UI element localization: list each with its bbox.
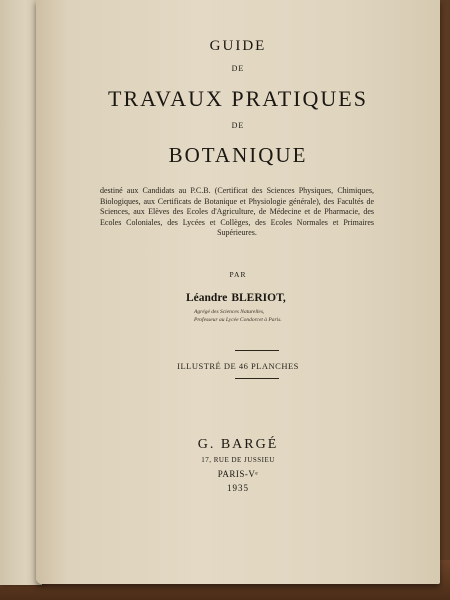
divider — [235, 350, 279, 351]
by-label: PAR — [229, 270, 247, 279]
author-first-name: Léandre — [186, 292, 228, 304]
guide-heading: GUIDE — [209, 38, 267, 54]
de-connector: DE — [231, 64, 245, 73]
author-last-name: BLERIOT, — [231, 292, 286, 304]
author-name — [186, 292, 286, 304]
subject-title: BOTANIQUE — [168, 143, 308, 167]
illustrations-note: ILLUSTRÉ DE 46 PLANCHES — [177, 361, 299, 371]
publisher-street: 17, RUE DE JUSSIEU — [201, 456, 275, 464]
author-credential: Agrégé des Sciences Naturelles, — [194, 309, 265, 315]
title-page — [36, 0, 440, 584]
publisher-name: G. BARGÉ — [197, 437, 279, 452]
publisher-city: PARIS-Vᵉ — [217, 469, 259, 479]
divider — [235, 378, 279, 379]
author-position: Professeur au Lycée Condorcet à Paris. — [194, 317, 282, 323]
de-connector-2: DE — [231, 121, 245, 130]
main-title: TRAVAUX PRATIQUES — [108, 86, 368, 111]
audience-description: destiné aux Candidats au P.C.B. (Certificat des Sciences Physiques, Chimiques, Biologiques, aux Certificats de Botanique et Physiologie générale), des Facultés de Sciences, aux Elèves des Ecoles d'Agriculture, de Médecine et de Pharmacie, des Ecoles Coloniales, des Lycées et Collèges, des Ecoles Normales et Primaires Supérieures. — [100, 186, 374, 237]
publication-year: 1935 — [227, 483, 249, 493]
